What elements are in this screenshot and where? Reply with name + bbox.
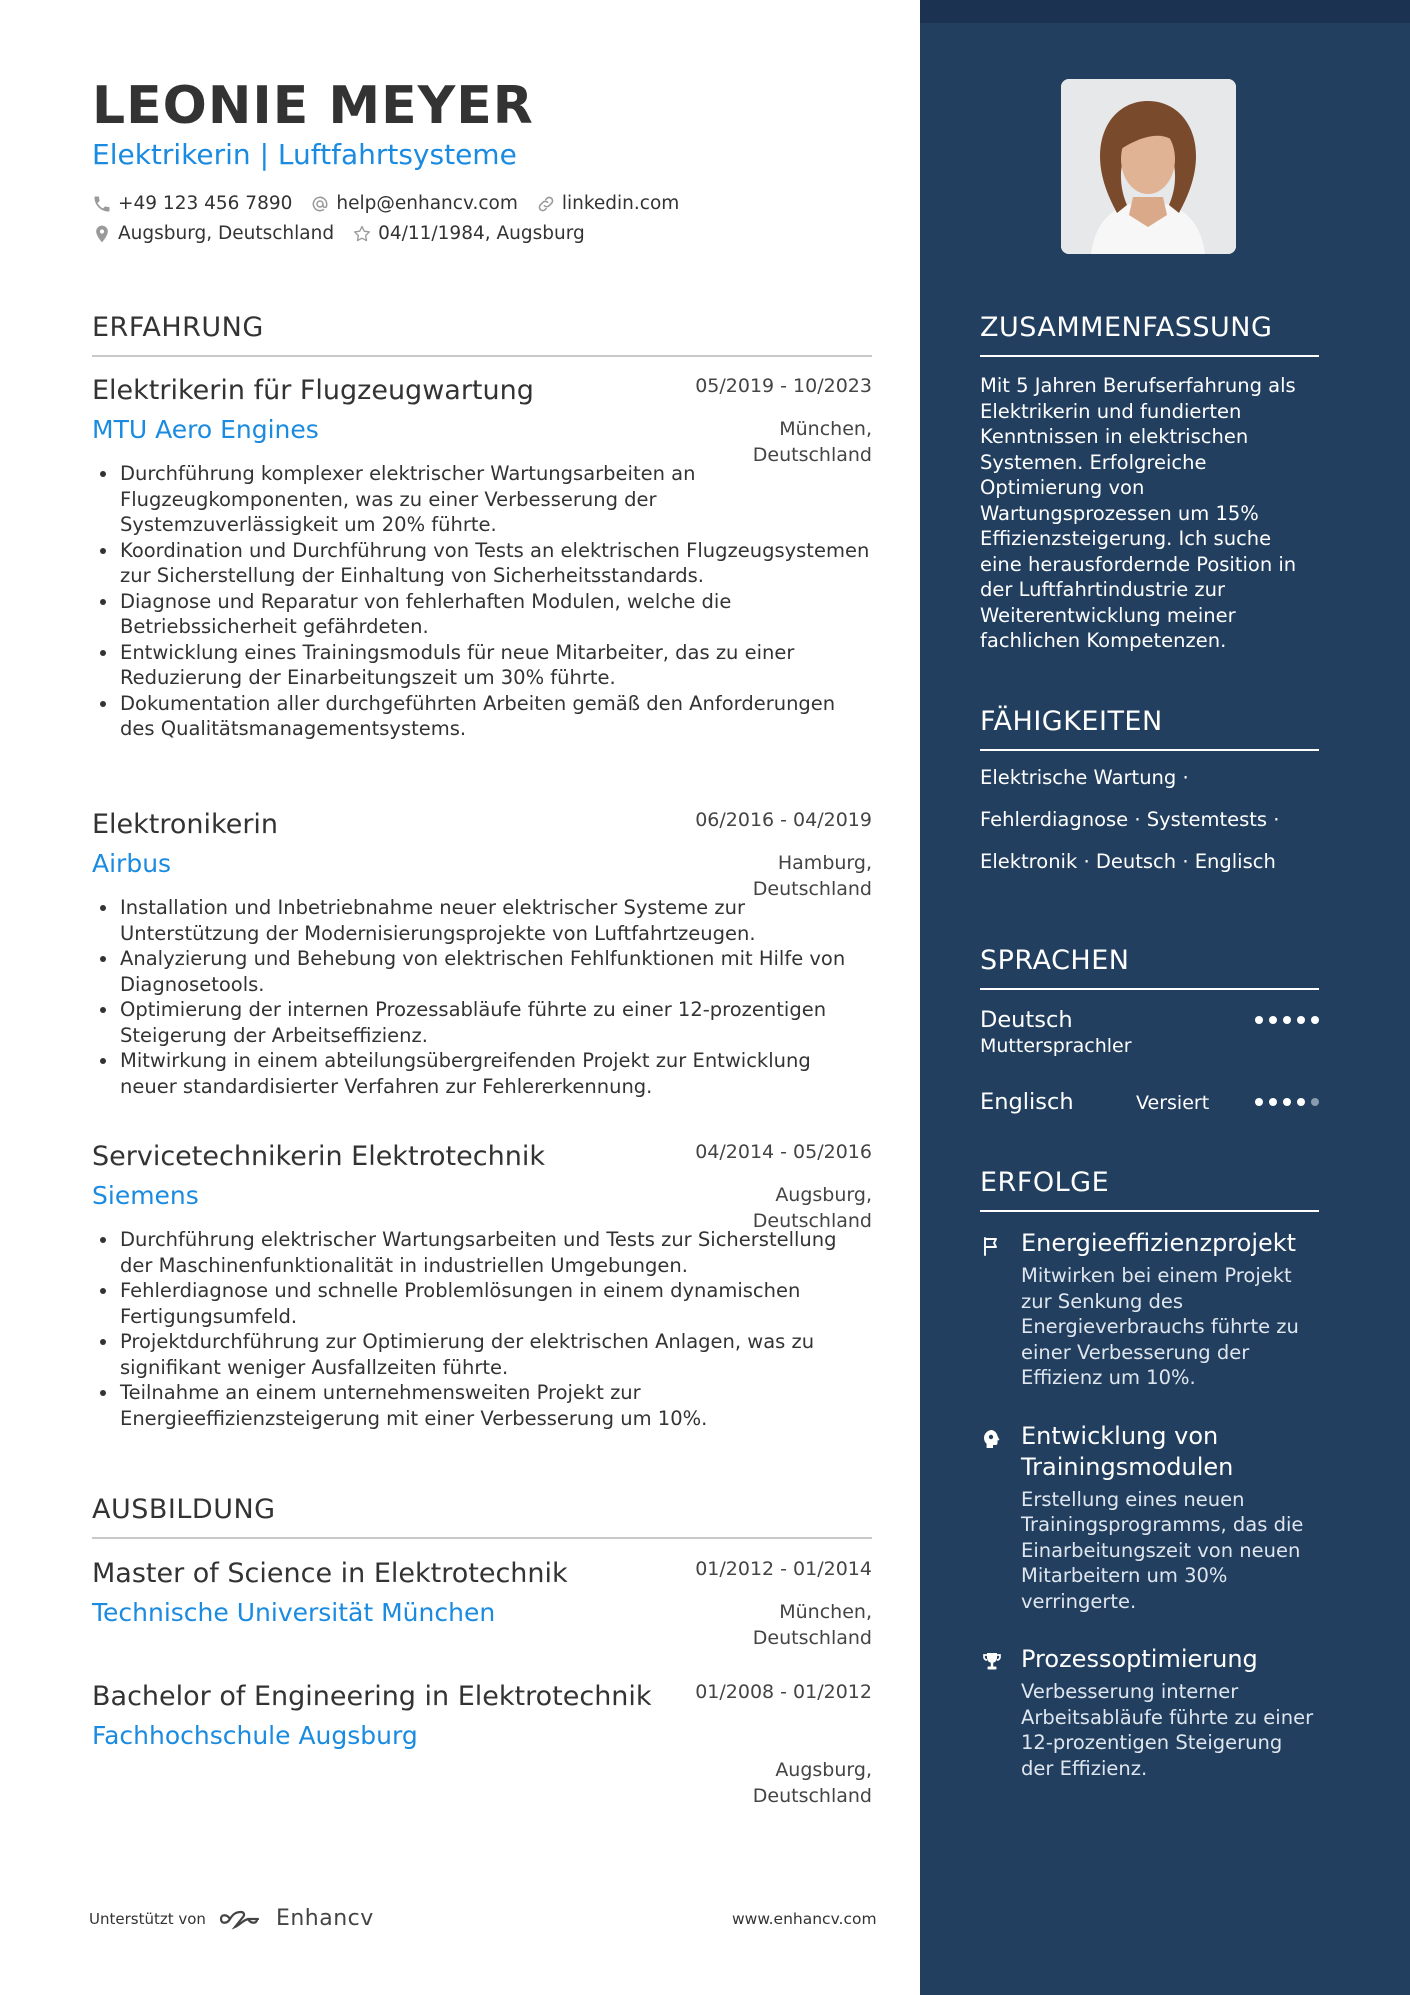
at-icon <box>310 194 330 214</box>
location-line: Deutschland <box>752 443 872 466</box>
email-text: help@enhancv.com <box>336 193 518 214</box>
sidebar-top-strip <box>920 0 1410 23</box>
language-rating <box>1249 1098 1319 1106</box>
headline: Elektrikerin | Luftfahrtsysteme <box>92 138 517 171</box>
language-rating <box>1249 1016 1319 1024</box>
candidate-name: LEONIE MEYER <box>92 76 534 136</box>
bullet-item: Analyzierung und Behebung von elektrischen Fehlfunktionen mit Hilfe von Diagnosetools. <box>92 946 872 997</box>
rating-dot-filled <box>1269 1098 1277 1106</box>
education-period: 01/2008 - 01/2012 <box>695 1681 872 1703</box>
brain-icon <box>980 1427 1004 1451</box>
degree-title: Bachelor of Engineering in Elektrotechnik <box>92 1681 652 1712</box>
job-title: Servicetechnikerin Elektrotechnik <box>92 1141 545 1172</box>
rating-dot-filled <box>1283 1098 1291 1106</box>
location-line: Deutschland <box>752 1784 872 1807</box>
job-period: 06/2016 - 04/2019 <box>695 809 872 831</box>
contact-row-2 <box>92 223 603 244</box>
location-line: Augsburg, <box>775 1184 872 1206</box>
company-name[interactable]: Airbus <box>92 849 172 878</box>
rating-dot-empty <box>1311 1098 1319 1106</box>
bullet-item: Mitwirkung in einem abteilungsübergreifenden Projekt zur Entwicklung neuer standardisierter Verfahren zur Fehlererkennung. <box>92 1048 872 1099</box>
summary-text: Mit 5 Jahren Berufserfahrung als Elektrikerin und fundierten Kenntnissen in elektrischen Systemen. Erfolgreiche Optimierung von Wartungsprozessen um 15% Effizienzsteigerung. Ich suche eine herausfordernde Position in der Luftfahrtindustrie zur Weiterentwicklung meiner fachlichen Kompetenzen. <box>980 374 1297 652</box>
achievements-section-title: ERFOLGE <box>980 1167 1319 1212</box>
infinity-logo-icon <box>218 1907 264 1931</box>
company-name[interactable]: MTU Aero Engines <box>92 415 319 444</box>
experience-section-title: ERFAHRUNG <box>92 312 872 357</box>
rating-dot-filled <box>1283 1016 1291 1024</box>
achievement-title: Entwicklung von Trainingsmodulen <box>1021 1421 1234 1481</box>
job-bullets <box>92 895 872 1099</box>
achievement-description: Erstellung eines neuen Trainingsprogramms, das die Einarbeitungszeit von neuen Mitarbeitern um 30% verringerte. <box>1021 1487 1304 1613</box>
job-title: Elektronikerin <box>92 809 279 840</box>
skills-section-title: FÄHIGKEITEN <box>980 706 1319 751</box>
language-name: Englisch <box>980 1089 1074 1115</box>
skills-line: Elektrische Wartung · <box>980 766 1189 789</box>
location-line: München, <box>779 1601 872 1623</box>
location-pin-icon <box>92 224 112 244</box>
summary-section <box>980 312 1319 654</box>
experience-entry <box>92 807 872 1099</box>
school-name[interactable]: Technische Universität München <box>92 1598 496 1627</box>
phone-text: +49 123 456 7890 <box>118 193 293 214</box>
phone-icon <box>92 194 112 214</box>
bullet-item: Dokumentation aller durchgeführten Arbeiten gemäß den Anforderungen des Qualitätsmanagementsystems. <box>92 691 872 742</box>
achievement-item <box>980 1421 1319 1615</box>
languages-section <box>980 945 1319 1144</box>
rating-dot-filled <box>1297 1098 1305 1106</box>
school-name[interactable]: Fachhochschule Augsburg <box>92 1721 418 1750</box>
portrait-image <box>1061 79 1236 254</box>
rating-dot-filled <box>1311 1016 1319 1024</box>
bullet-item: Teilnahme an einem unternehmensweiten Projekt zur Energieeffizienzsteigerung mit einer Verbesserung um 10%. <box>92 1380 872 1431</box>
location-item <box>92 223 334 244</box>
language-item <box>980 1088 1319 1144</box>
location-line: München, <box>779 418 872 440</box>
bullet-item: Optimierung der internen Prozessabläufe führte zu einer 12-prozentigen Steigerung der Arbeitseffizienz. <box>92 997 872 1048</box>
star-icon <box>352 224 372 244</box>
bullet-item: Durchführung komplexer elektrischer Wartungsarbeiten an Flugzeugkomponenten, was zu einer Verbesserung der Systemzuverlässigkeit um 20% führte. <box>92 461 872 538</box>
footer-url[interactable]: www.enhancv.com <box>732 1910 877 1928</box>
achievement-title: Energieeffizienzprojekt <box>1021 1229 1297 1257</box>
language-item <box>980 1006 1319 1088</box>
language-name: Deutsch <box>980 1007 1073 1033</box>
bullet-item: Fehlerdiagnose und schnelle Problemlösungen in einem dynamischen Fertigungsumfeld. <box>92 1278 872 1329</box>
location-text: Augsburg, Deutschland <box>118 223 335 244</box>
school-location <box>753 1758 872 1809</box>
skills-section <box>980 706 1319 883</box>
education-section-title: AUSBILDUNG <box>92 1494 872 1539</box>
achievements-section <box>980 1167 1319 1781</box>
flag-icon <box>980 1234 1004 1258</box>
bullet-item: Durchführung elektrischer Wartungsarbeiten und Tests zur Sicherstellung der Maschinenfunktionalität in industriellen Umgebungen. <box>92 1227 872 1278</box>
experience-entry <box>92 373 872 742</box>
summary-section-title: ZUSAMMENFASSUNG <box>980 312 1319 357</box>
rating-dot-filled <box>1255 1098 1263 1106</box>
company-name[interactable]: Siemens <box>92 1181 199 1210</box>
degree-title: Master of Science in Elektrotechnik <box>92 1558 568 1589</box>
trophy-icon <box>980 1650 1004 1674</box>
achievement-item <box>980 1228 1319 1391</box>
profile-photo <box>1061 79 1236 254</box>
contact-row <box>92 193 697 214</box>
rating-dot-filled <box>1297 1016 1305 1024</box>
language-level: Versiert <box>1136 1092 1210 1114</box>
bullet-item: Koordination und Durchführung von Tests an elektrischen Flugzeugsystemen zur Sicherstellung der Einhaltung von Sicherheitsstandards. <box>92 538 872 589</box>
skills-line: Elektronik · Deutsch · Englisch <box>980 850 1276 873</box>
phone-item <box>92 193 292 214</box>
birth-item <box>352 223 585 244</box>
achievement-description: Mitwirken bei einem Projekt zur Senkung des Energieverbrauchs führte zu einer Verbesserung der Effizienz um 10%. <box>1021 1264 1299 1389</box>
link-icon <box>536 194 556 214</box>
achievement-description: Verbesserung interner Arbeitsabläufe führte zu einer 12-prozentigen Steigerung der Effizienz. <box>1021 1680 1314 1780</box>
achievement-item <box>980 1644 1319 1781</box>
education-entry <box>92 1556 872 1649</box>
rating-dot-filled <box>1269 1016 1277 1024</box>
enhancv-logo[interactable] <box>218 1906 374 1931</box>
bullet-item: Entwicklung eines Trainingsmoduls für neue Mitarbeiter, das zu einer Reduzierung der Einarbeitungszeit um 30% führte. <box>92 640 872 691</box>
achievement-title: Prozessoptimierung <box>1021 1645 1258 1673</box>
experience-entry <box>92 1139 872 1431</box>
job-period: 05/2019 - 10/2023 <box>695 375 872 397</box>
education-period: 01/2012 - 01/2014 <box>695 1558 872 1580</box>
powered-by-text: Unterstützt von <box>89 1909 206 1928</box>
location-line: Deutschland <box>752 1209 872 1232</box>
skills-list <box>980 757 1319 883</box>
website-text: linkedin.com <box>561 193 680 214</box>
school-location <box>753 1600 872 1651</box>
brand-name: Enhancv <box>275 1906 374 1931</box>
location-line: Hamburg, <box>777 852 872 874</box>
location-line: Deutschland <box>752 1626 872 1649</box>
location-line: Deutschland <box>752 877 872 900</box>
job-period: 04/2014 - 05/2016 <box>695 1141 872 1163</box>
job-bullets <box>92 461 872 742</box>
location-line: Augsburg, <box>775 1759 872 1781</box>
email-item[interactable] <box>310 193 517 214</box>
rating-dot-filled <box>1255 1016 1263 1024</box>
bullet-item: Diagnose und Reparatur von fehlerhaften Modulen, welche die Betriebssicherheit gefährdeten. <box>92 589 872 640</box>
job-bullets <box>92 1227 872 1431</box>
bullet-item: Installation und Inbetriebnahme neuer elektrischer Systeme zur Unterstützung der Modernisierungsprojekte von Luftfahrtzeugen. <box>92 895 872 946</box>
footer-branding <box>89 1906 374 1931</box>
skills-line: Fehlerdiagnose · Systemtests · <box>980 808 1280 831</box>
language-level: Muttersprachler <box>980 1035 1132 1057</box>
languages-section-title: SPRACHEN <box>980 945 1319 990</box>
job-title: Elektrikerin für Flugzeugwartung <box>92 375 534 406</box>
education-entry <box>92 1679 872 1807</box>
website-item[interactable] <box>536 193 679 214</box>
sidebar <box>920 0 1410 1995</box>
birth-text: 04/11/1984, Augsburg <box>378 223 585 244</box>
bullet-item: Projektdurchführung zur Optimierung der elektrischen Anlagen, was zu signifikant weniger Ausfallzeiten führte. <box>92 1329 872 1380</box>
